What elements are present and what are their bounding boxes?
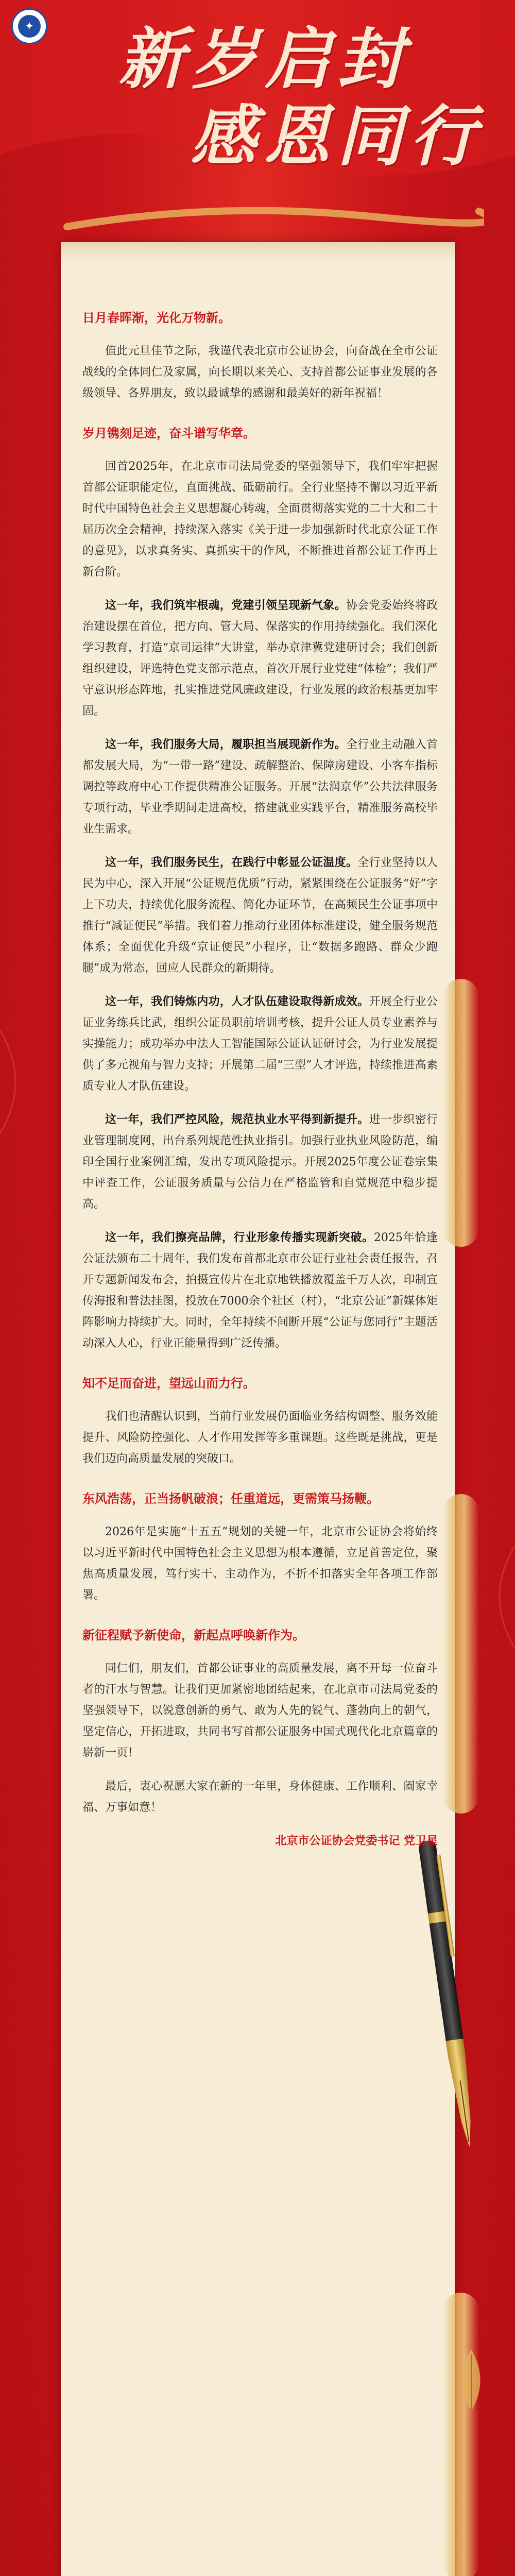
section-heading: 新征程赋予新使命，新起点呼唤新作为。 — [82, 1628, 305, 1642]
paragraph-lead: 这一年，我们严控风险，规范执业水平得到新提升。 — [105, 1113, 369, 1126]
title-line-1: 新岁启封 — [118, 21, 411, 98]
body-paragraph — [82, 1109, 438, 1215]
section-heading: 知不足而奋进，望远山而力行。 — [82, 1376, 255, 1391]
section-heading: 岁月镌刻足迹，奋斗谱写华章。 — [82, 426, 255, 440]
paragraph-text: 2025年恰逢公证法颁布二十周年，我们发布首都北京市公证行业社会责任报告，召开专题新闻发布会，拍摄宣传片在北京地铁播放覆盖千万人次，印制宣传海报和普法挂图，投放在7000余个社区（村），“北京公证”新媒体矩阵影响力持续扩大。同时，全年持续不间断开展“公证与您同行”主题活动深入人心，行业正能量得到广泛传播。 — [82, 1231, 438, 1350]
body-paragraph — [82, 1227, 438, 1354]
body-paragraph: 2026年是实施“十五五”规划的关键一年，北京市公证协会将始终以习近平新时代中国特色社会主义思想为根本遵循，立足首善定位，聚焦高质量发展，笃行实干、主动作为，不折不扣落实全年各项工作部署。 — [82, 1526, 438, 1602]
body-paragraph: 同仁们，朋友们，首都公证事业的高质量发展，离不开每一位奋斗者的汗水与智慧。让我们更加紧密地团结起来，在北京市司法局党委的坚强领导下，以锐意创新的勇气、敢为人先的锐气、蓬勃向上的朝气，坚定信心，开拓进取，共同书写首都公证服务中国式现代化北京篇章的崭新一页！ — [82, 1662, 438, 1759]
paragraph-lead: 这一年，我们擦亮品牌，行业形象传播实现新突破。 — [105, 1231, 374, 1244]
body-paragraph: 回首2025年，在北京市司法局党委的坚强领导下，我们牢牢把握首都公证职能定位，直面挑战、砥砺前行。全行业坚持不懈以习近平新时代中国特色社会主义思想凝心铸魂，全面贯彻落实党的二十大和二十届历次全会精神，持续深入落实《关于进一步加强新时代北京公证工作的意见》，以求真务实、真抓实干的作风，不断推进首都公证工作再上新台阶。 — [82, 460, 438, 579]
notary-association-emblem-icon: ✦ — [11, 8, 47, 44]
fountain-pen-icon — [415, 1834, 482, 2154]
header-banner — [0, 0, 515, 268]
paragraph-text: 协会党委始终将政治建设摆在首位，把方向、管大局、保落实的作用持续强化。我们深化学习教育，打造“京司运律”大讲堂，举办京津冀党建研讨会；我们创新组织建设，评选特色党支部示范点，首次开展行业党建“体检”；我们严守意识形态阵地，扎实推进党风廉政建设，行业发展的政治根基更加牢固。 — [82, 599, 438, 718]
page-title — [88, 21, 489, 175]
paragraph-lead: 这一年，我们服务民生，在践行中彰显公证温度。 — [105, 856, 358, 869]
paragraph-lead: 这一年，我们铸炼内功，人才队伍建设取得新成效。 — [105, 995, 369, 1008]
paragraph-text: 开展全行业公证业务练兵比武，组织公证员职前培训考核，提升公证人员专业素养与实操能力；成功举办中法人工智能国际公证认证研讨会，为行业发展提供了多元视角与智力支持；开展第二届“三型”人才评选，持续推进高素质专业人才队伍建设。 — [82, 995, 438, 1093]
gold-brush-stroke-icon — [62, 196, 484, 242]
paragraph-text: 全行业主动融入首都发展大局，为“一带一路”建设、疏解整治、保障房建设、小客车指标调控等政府中心工作提供精准公证服务。开展“法润京华”公共法律服务专项行动，毕业季期间走进高校，搭建就业实践平台，精准服务高校毕业生需求。 — [82, 738, 438, 836]
signature: 北京市公证协会党委书记 党卫星 — [275, 1834, 438, 1848]
paragraph-lead: 这一年，我们筑牢根魂，党建引领呈现新气象。 — [105, 599, 346, 612]
body-paragraph: 我们也清醒认识到，当前行业发展仍面临业务结构调整、服务效能提升、风险防控强化、人才作用发挥等多重课题。这些既是挑战，更是我们迈向高质量发展的突破口。 — [82, 1410, 438, 1465]
greeting-paragraph: 值此元旦佳节之际，我谨代表北京市公证协会，向奋战在全市公证战线的全体同仁及家属，向长期以来关心、支持首都公证事业发展的各级领导、各界朋友，致以最诚挚的感谢和最美好的新年祝福！ — [82, 345, 438, 400]
paragraph-text: 全行业坚持以人民为中心，深入开展“公证规范优质”行动，紧紧围绕在公证服务“好”字上下功夫，持续优化服务流程、简化办证环节，在高频民生公证事项中推行“减证便民”举措。我们着力推动行业团体标准建设，健全服务规范体系；全面优化升级“京证便民”小程序，让“数据多跑路、群众少跑腿”成为常态，回应人民群众的新期待。 — [82, 856, 438, 975]
body-paragraph — [82, 852, 438, 979]
leaf-decoration-icon — [448, 2344, 494, 2416]
gold-brush-decoration — [443, 2293, 479, 2576]
body-paragraph — [82, 991, 438, 1097]
body-paragraph — [82, 734, 438, 840]
paragraph-text: 进一步织密行业管理制度网，出台系列规范性执业指引。加强行业执业风险防范，编印全国行业案例汇编，发出专项风险提示。开展2025年度公证卷宗集中评查工作，公证服务质量与公信力在严格监管和自觉规范中稳步提高。 — [82, 1113, 438, 1211]
closing-paragraph: 最后，衷心祝愿大家在新的一年里，身体健康、工作顺利、阖家幸福、万事如意！ — [82, 1780, 438, 1814]
title-line-2: 感恩同行 — [191, 98, 484, 175]
gold-brush-decoration — [443, 1494, 479, 1814]
gold-brush-decoration — [443, 979, 479, 1247]
paragraph-lead: 这一年，我们服务大局，履职担当展现新作为。 — [105, 738, 346, 751]
section-heading: 东风浩荡，正当扬帆破浪；任重道远，更需策马扬鞭。 — [82, 1491, 379, 1506]
body-paragraph — [82, 595, 438, 722]
letter-content — [82, 289, 438, 1852]
intro-heading: 日月春晖渐，光化万物新。 — [82, 310, 231, 325]
